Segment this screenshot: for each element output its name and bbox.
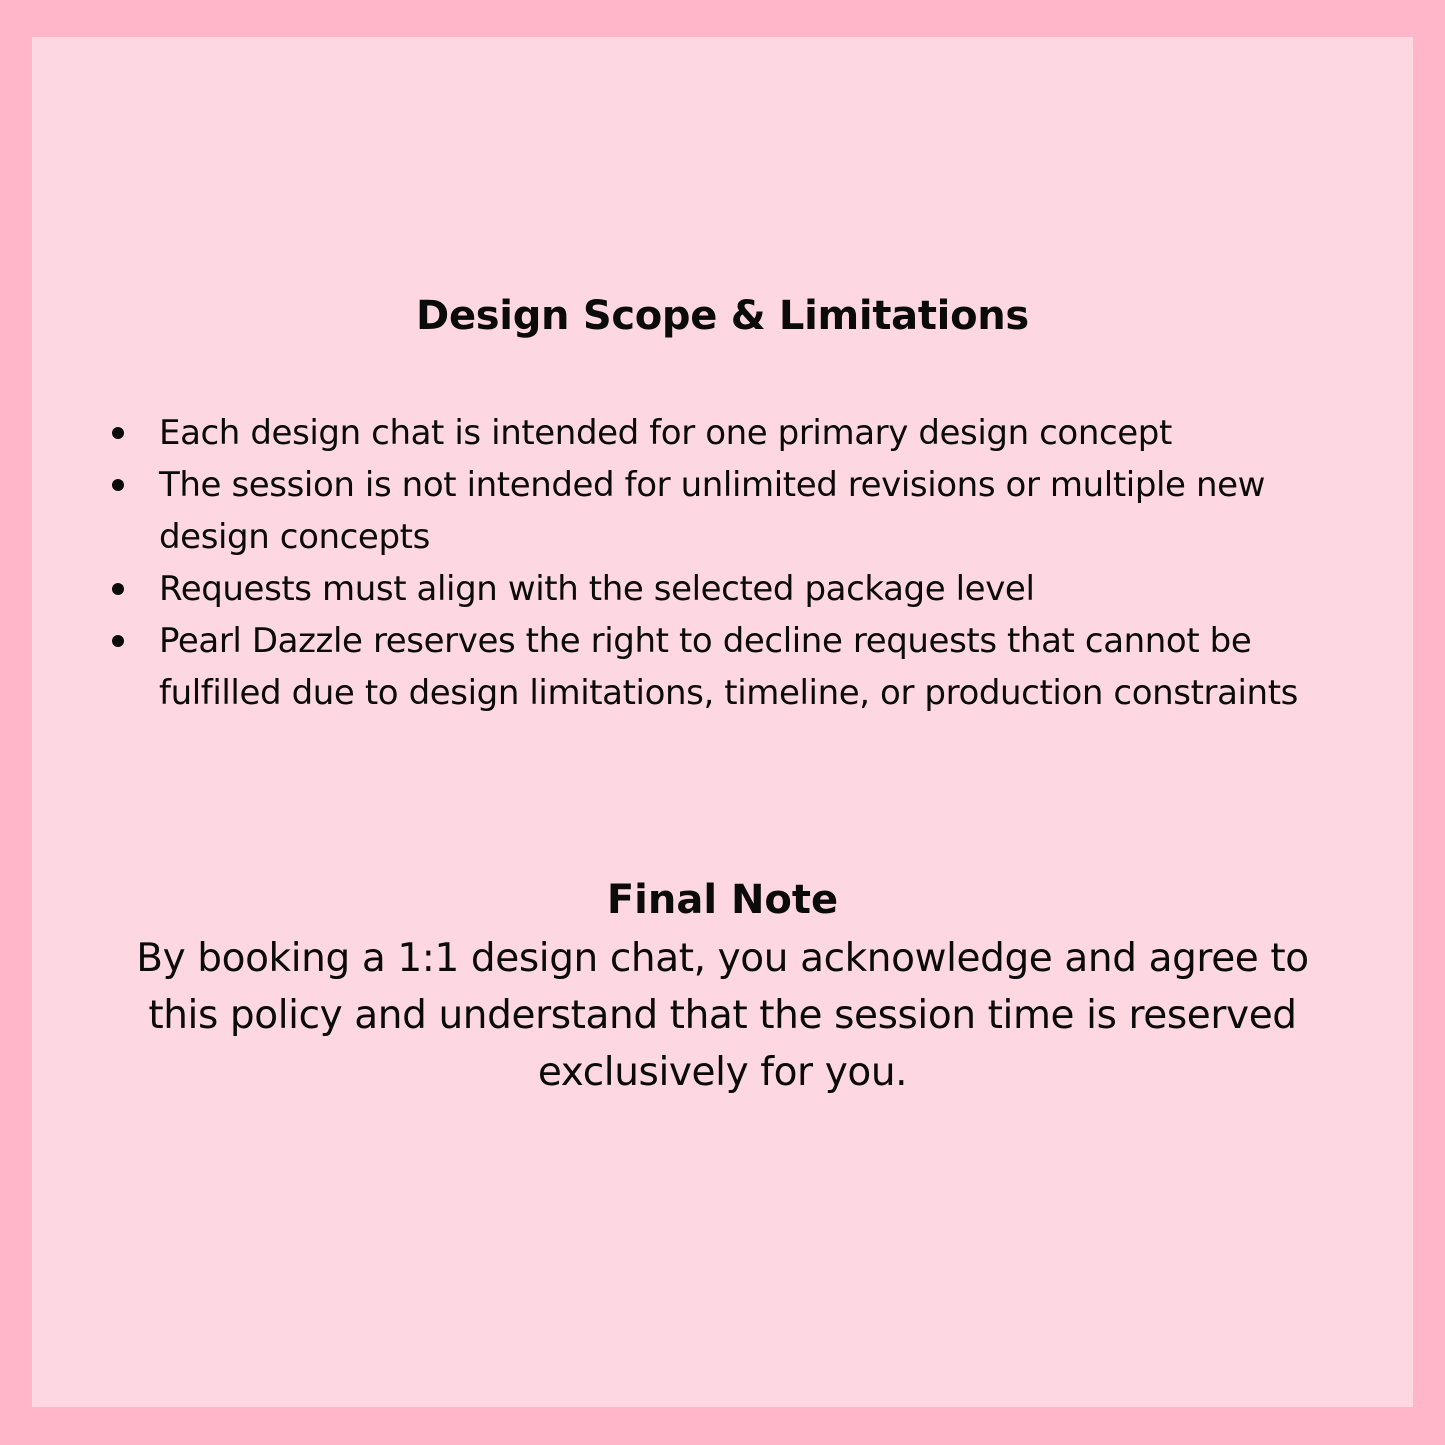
bullet-item-decline-rights: Pearl Dazzle reserves the right to decline requests that cannot be fulfilled due to design limitations, timeline, or production constraints xyxy=(159,615,1339,719)
bullet-list xyxy=(159,407,1339,719)
final-note-body: By booking a 1:1 design chat, you acknowledge and agree to this policy and understand that the session time is reserved exclusively for you. xyxy=(136,936,1309,1095)
section-title: Design Scope & Limitations xyxy=(416,293,1029,339)
bullet-item-package-level: Requests must align with the selected package level xyxy=(159,563,1339,615)
bullet-item-one-concept: Each design chat is intended for one primary design concept xyxy=(159,407,1339,459)
bullet-item-revisions: The session is not intended for unlimited revisions or multiple new design concepts xyxy=(159,459,1339,563)
content-card xyxy=(32,37,1413,1407)
final-note-title: Final Note xyxy=(606,877,839,923)
